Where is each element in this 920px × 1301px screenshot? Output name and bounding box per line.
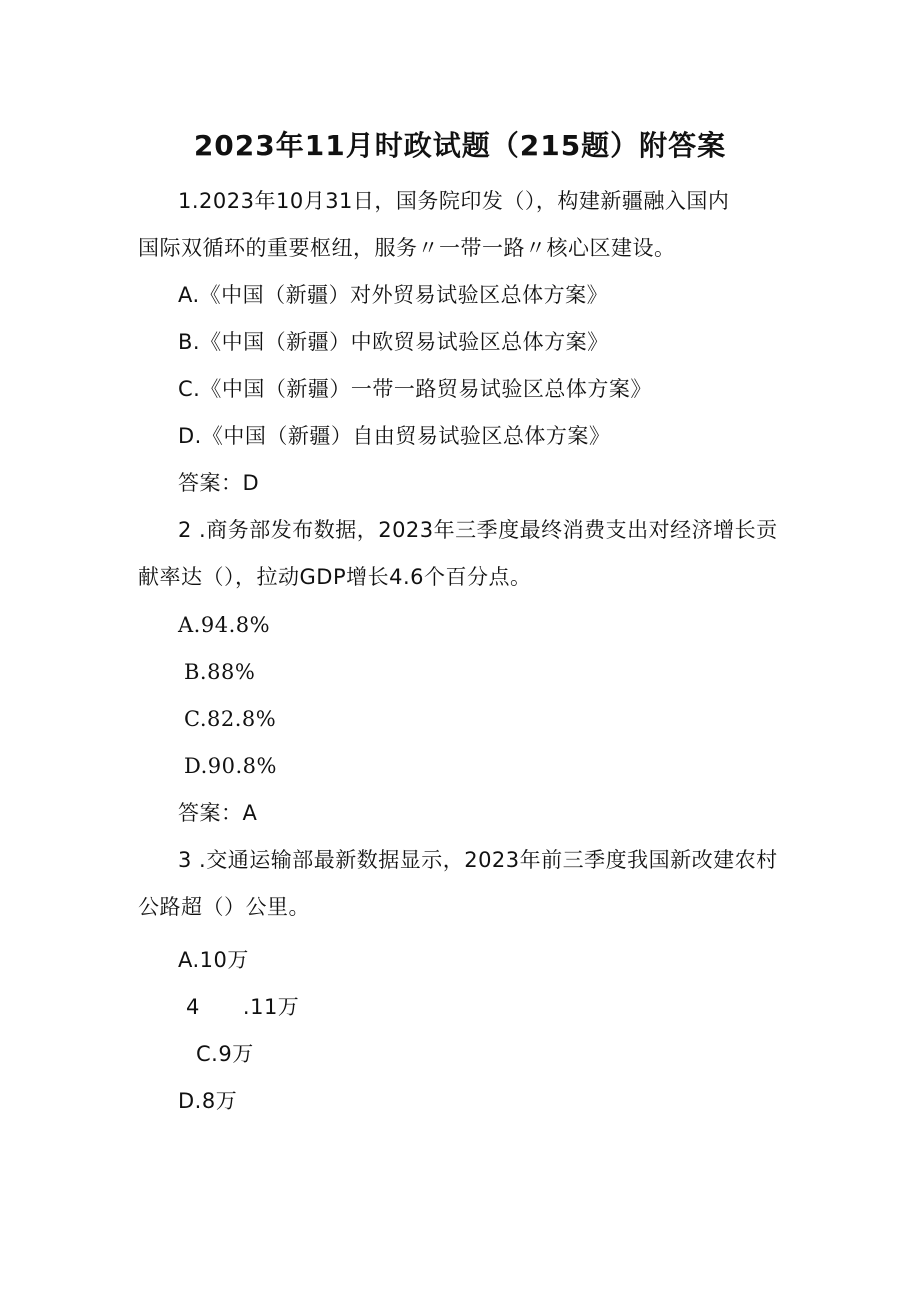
question-3-stem-line-2: 公路超（）公里。 <box>138 895 310 919</box>
question-3-option-b: 4 .11万 <box>186 995 300 1019</box>
question-3-stem-line-1: 3 .交通运输部最新数据显示，2023年前三季度我国新改建农村 <box>178 848 778 872</box>
question-1-stem-line-1: 1.2023年10月31日，国务院印发（），构建新疆融入国内 <box>178 189 730 213</box>
question-2-option-a: A.94.8% <box>178 613 271 637</box>
question-1-option-b: B.《中国（新疆）中欧贸易试验区总体方案》 <box>178 330 609 354</box>
document-title: 2023年11月时政试题（215题）附答案 <box>193 129 727 162</box>
question-2-option-d: D.90.8% <box>184 754 277 778</box>
question-2-stem-line-2: 献率达（），拉动GDP增长4.6个百分点。 <box>138 565 532 589</box>
question-3-option-d: D.8万 <box>178 1089 238 1113</box>
question-2-option-c: C.82.8% <box>184 707 277 731</box>
question-1-option-c: C.《中国（新疆）一带一路贸易试验区总体方案》 <box>178 377 652 401</box>
question-1-stem-line-2: 国际双循环的重要枢纽，服务〃一带一路〃核心区建设。 <box>138 236 676 260</box>
question-2-answer: 答案：A <box>178 801 258 825</box>
question-1-answer: 答案：D <box>178 471 260 495</box>
question-1-option-d: D.《中国（新疆）自由贸易试验区总体方案》 <box>178 424 611 448</box>
question-3-option-a: A.10万 <box>178 948 249 972</box>
question-3-option-c: C.9万 <box>196 1042 254 1066</box>
question-2-stem-line-1: 2 .商务部发布数据，2023年三季度最终消费支出对经济增长贡 <box>178 518 778 542</box>
question-1-option-a: A.《中国（新疆）对外贸易试验区总体方案》 <box>178 283 609 307</box>
question-2-option-b: B.88% <box>184 660 256 684</box>
